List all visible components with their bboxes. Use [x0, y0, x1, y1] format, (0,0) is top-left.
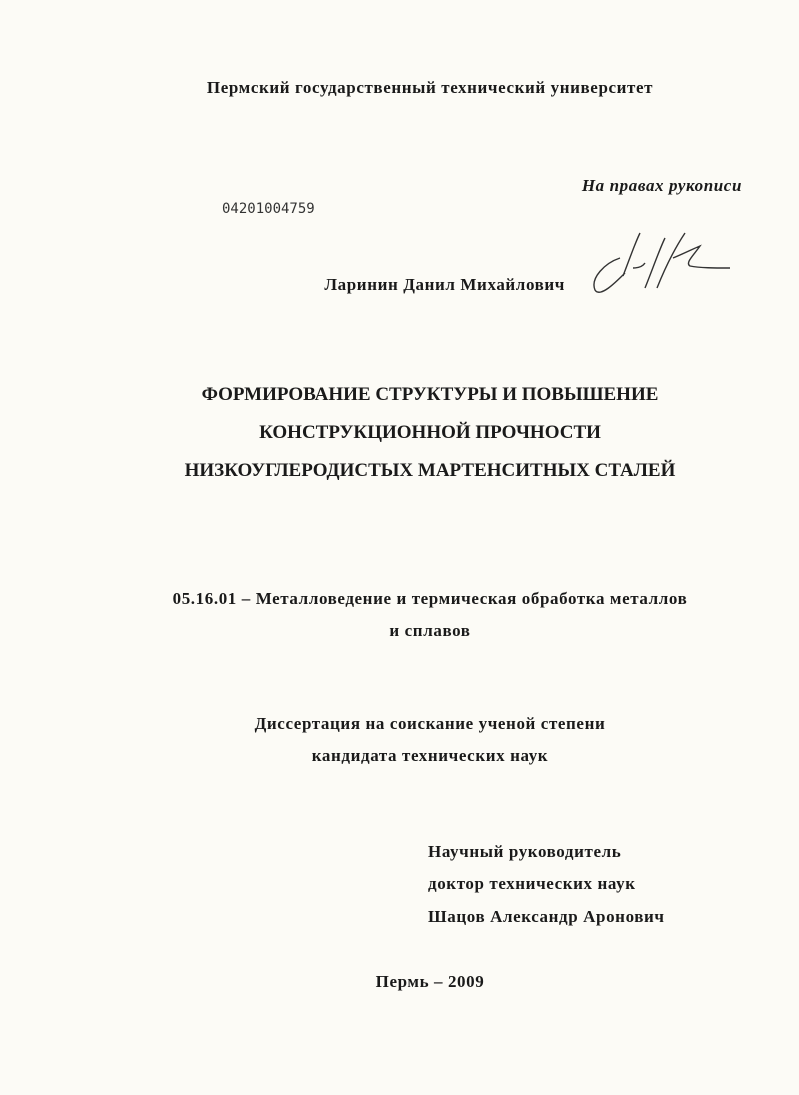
- signature: [585, 228, 735, 303]
- title-line-3: НИЗКОУГЛЕРОДИСТЫХ МАРТЕНСИТНЫХ СТАЛЕЙ: [184, 460, 676, 481]
- title-line-1: ФОРМИРОВАНИЕ СТРУКТУРЫ И ПОВЫШЕНИЕ: [201, 384, 659, 405]
- catalog-number: 04201004759: [222, 201, 315, 217]
- advisor-line-2: доктор технических наук: [428, 874, 636, 893]
- author-name: Ларинин Данил Михайлович: [324, 275, 565, 294]
- university-name: Пермский государственный технический университет: [206, 78, 654, 97]
- place-year: Пермь – 2009: [375, 972, 485, 991]
- specialty-line-1: 05.16.01 – Металловедение и термическая обработка металлов: [172, 589, 688, 608]
- advisor-line-1: Научный руководитель: [428, 842, 622, 861]
- degree-line-2: кандидата технических наук: [311, 746, 549, 765]
- specialty-line-2: и сплавов: [389, 621, 471, 640]
- advisor-line-3: Шацов Александр Аронович: [428, 907, 665, 926]
- title-line-2: КОНСТРУКЦИОННОЙ ПРОЧНОСТИ: [259, 422, 601, 443]
- degree-line-1: Диссертация на соискание ученой степени: [254, 714, 606, 733]
- manuscript-note: На правах рукописи: [581, 176, 742, 195]
